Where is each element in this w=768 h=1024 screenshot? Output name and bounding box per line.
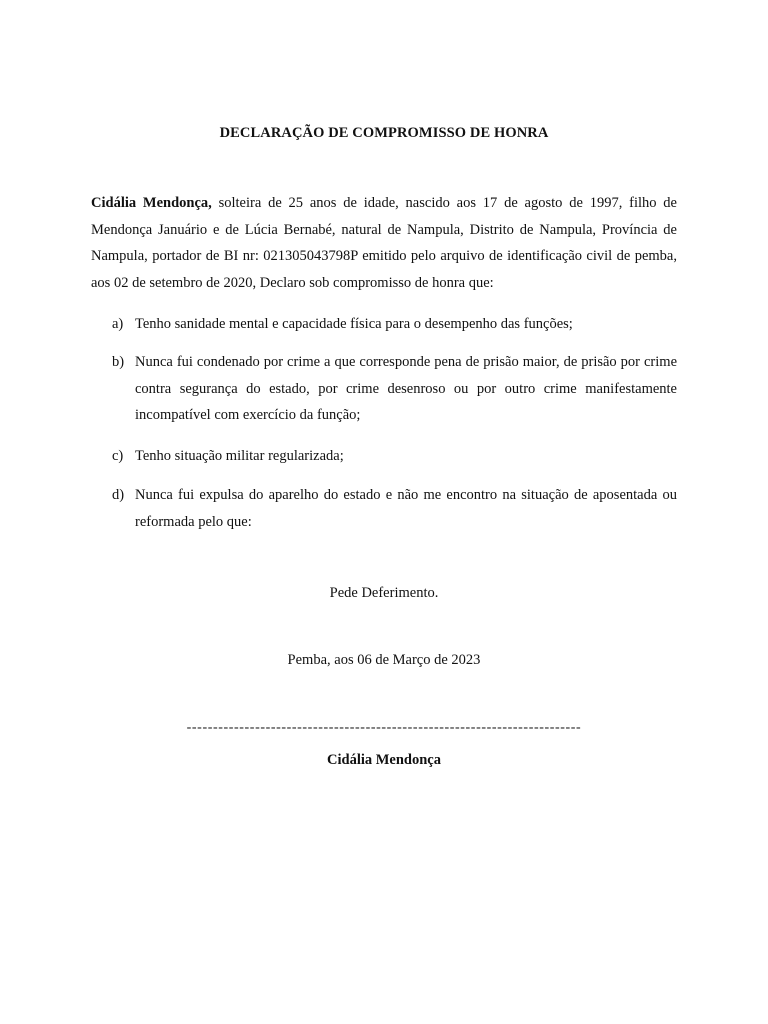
list-item-marker: b) xyxy=(112,354,125,370)
declarant-name: Cidália Mendonça, xyxy=(91,195,212,211)
closing-text: Pede Deferimento. xyxy=(329,585,439,601)
list-item xyxy=(91,311,677,338)
list-item-text: Nunca fui condenado por crime a que corresponde pena de prisão maior, de prisão por crime contra segurança do estado, por crime desenroso ou por outro crime manifestamente incompatível com exercício da função; xyxy=(135,354,677,423)
signature-name: Cidália Mendonça xyxy=(327,752,441,768)
list-item-text: Nunca fui expulsa do aparelho do estado e não me encontro na situação de aposentada ou reformada pelo que: xyxy=(135,487,677,530)
signature-line: --------------------------------------------------------------------------- xyxy=(186,720,582,735)
list-item xyxy=(91,349,677,429)
list-item xyxy=(91,482,677,535)
list-item-text: Tenho sanidade mental e capacidade física para o desempenho das funções; xyxy=(135,316,573,332)
place-date: Pemba, aos 06 de Março de 2023 xyxy=(287,652,481,668)
list-item-marker: d) xyxy=(112,487,125,503)
document-title: DECLARAÇÃO DE COMPROMISSO DE HONRA xyxy=(219,125,549,141)
list-item-marker: a) xyxy=(112,316,124,332)
list-item xyxy=(91,443,677,470)
intro-text: solteira de 25 anos de idade, nascido aos 17 de agosto de 1997, filho de Mendonça Januário e de Lúcia Bernabé, natural de Nampula, Distrito de Nampula, Província de Nampula, portador de BI nr: 021305043798P emitido pelo arquivo de identificação civil de pemba, aos 02 de setembro de 2020, Declaro sob compromisso de honra que: xyxy=(91,195,677,291)
list-item-marker: c) xyxy=(112,448,124,464)
list-item-text: Tenho situação militar regularizada; xyxy=(135,448,344,464)
intro-paragraph xyxy=(91,190,677,296)
